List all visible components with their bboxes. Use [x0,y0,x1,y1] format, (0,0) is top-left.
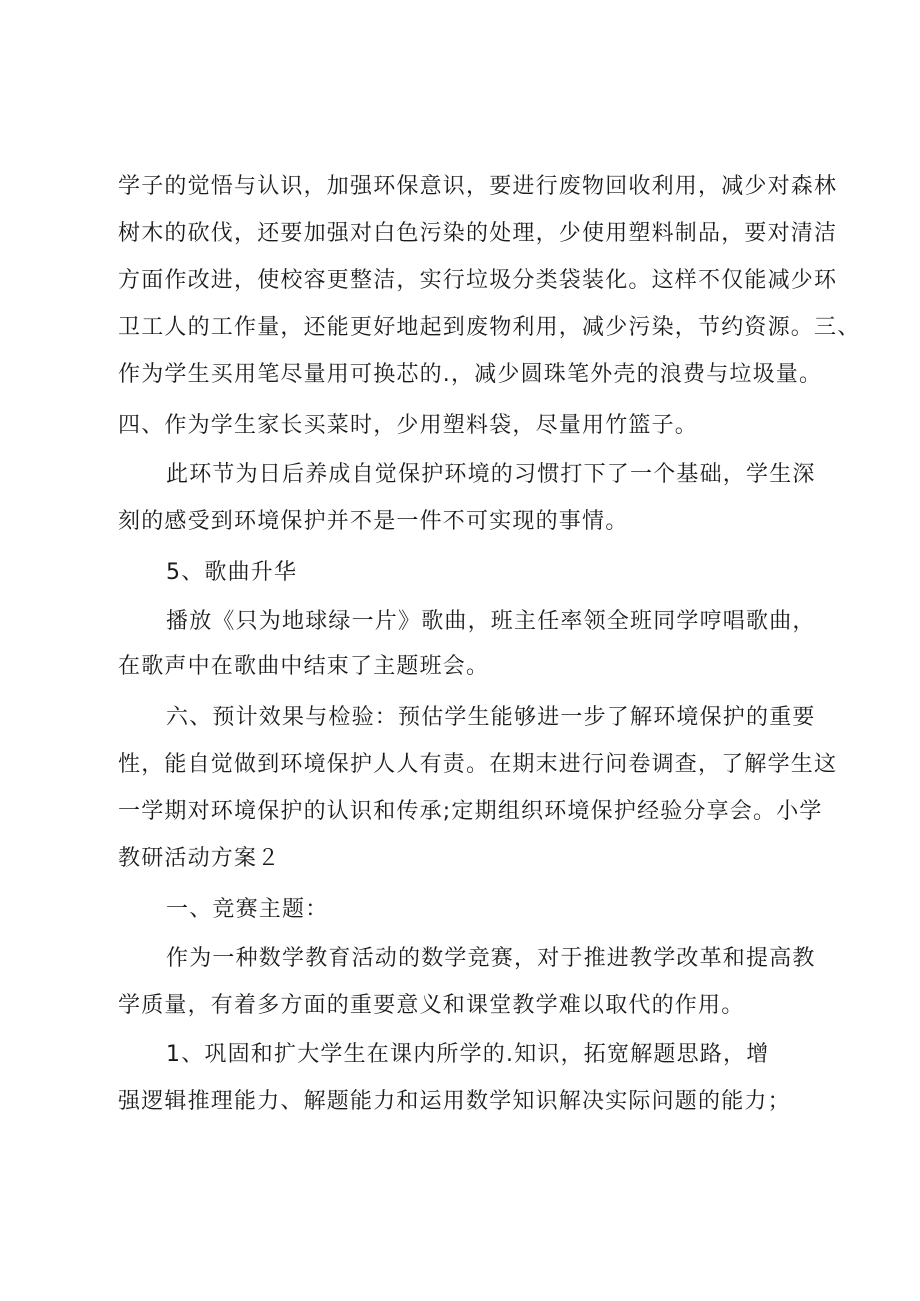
text-line: 在歌声中在歌曲中结束了主题班会。 [118,654,490,679]
text-line: 作为学生买用笔尽量用可换芯的.，减少圆珠笔外壳的浪费与垃圾量。 [118,362,823,387]
text-line: 作为一种数学教育活动的数学竞赛，对于推进教学改革和提高教 [166,946,816,971]
section-heading: 5、歌曲升华 [166,560,298,585]
text-line: 1、巩固和扩大学生在课内所学的.知识，拓宽解题思路，增 [166,1042,770,1067]
text-line: 强逻辑推理能力、解题能力和运用数学知识解决实际问题的能力； [118,1089,791,1114]
text-line: 教研活动方案２ [118,846,281,871]
text-line: 方面作改进，使校容更整洁，实行垃圾分类袋装化。这样不仅能减少环 [118,268,838,293]
text-line: 学质量，有着多方面的重要意义和课堂教学难以取代的作用。 [118,993,745,1018]
text-line: 此环节为日后养成自觉保护环境的习惯打下了一个基础，学生深 [166,462,816,487]
text-line: 一学期对环境保护的认识和传承;定期组织环境保护经验分享会。小学 [118,799,823,824]
text-line: 性，能自觉做到环境保护人人有责。在期末进行问卷调查，了解学生这 [118,752,838,777]
text-line: 刻的感受到环境保护并不是一件不可实现的事情。 [118,509,629,534]
text-line: 播放《只为地球绿一片》歌曲，班主任率领全班同学哼唱歌曲， [166,609,816,634]
text-line: 树木的砍伐，还要加强对白色污染的处理，少使用塑料制品，要对清洁 [118,221,838,246]
text-line: 六、预计效果与检验：预估学生能够进一步了解环境保护的重要 [166,705,816,730]
text-line: 四、作为学生家长买菜时，少用塑料袋，尽量用竹篮子。 [118,413,699,438]
text-line: 卫工人的工作量，还能更好地起到废物利用，减少污染，节约资源。三、 [118,315,861,340]
text-line: 学子的觉悟与认识，加强环保意识，要进行废物回收利用，减少对森林 [118,174,838,199]
section-heading: 一、竞赛主题： [166,897,329,922]
